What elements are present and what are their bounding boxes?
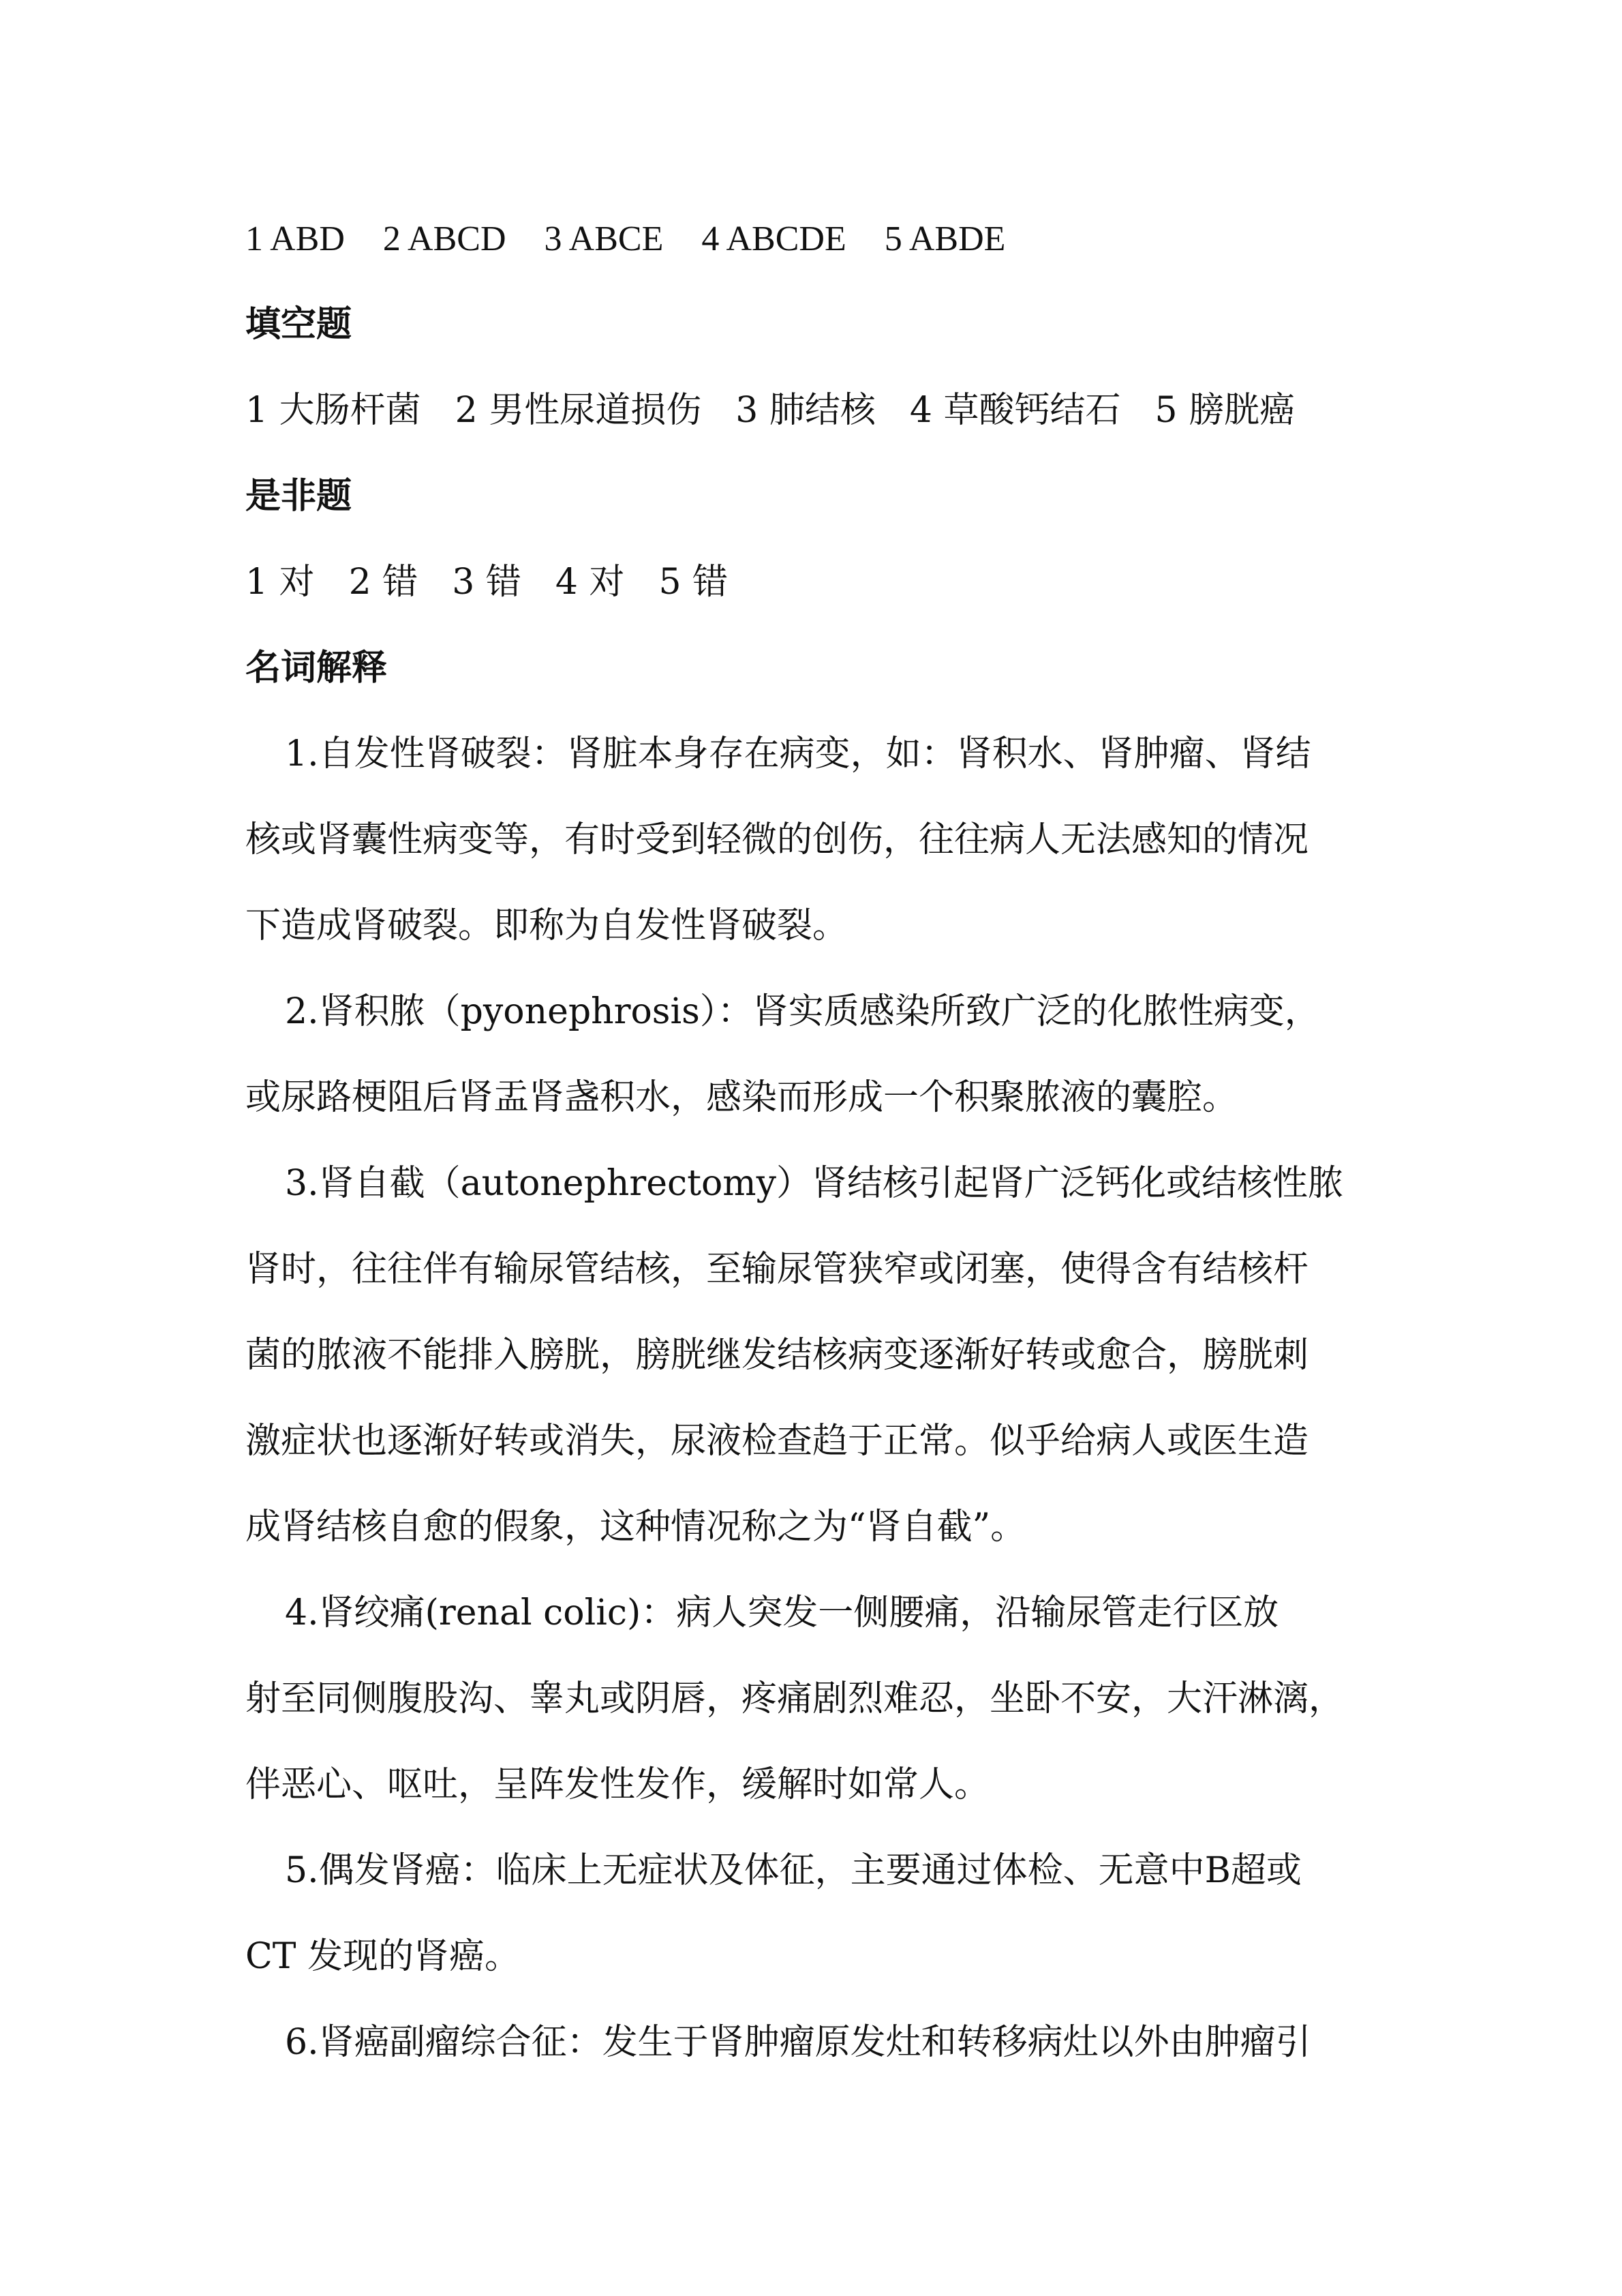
mc-answer-3: 3 ABCE	[544, 220, 664, 258]
mc-answer-4: 4 ABCDE	[701, 220, 846, 258]
term-1-line-1: 1.自发性肾破裂：肾脏本身存在病变，如：肾积水、肾肿瘤、肾结	[285, 734, 1311, 774]
terms-heading: 名词解释	[245, 647, 388, 689]
fill-answer-1: 1 大肠杆菌	[245, 390, 421, 431]
fill-in-answers	[245, 389, 1390, 432]
tf-answer-3: 3 错	[452, 562, 521, 603]
term-4-line-3: 伴恶心、呕吐，呈阵发性发作，缓解时如常人。	[245, 1764, 990, 1805]
tf-answer-5: 5 错	[658, 562, 729, 603]
term-5-line-2: CT 发现的肾癌。	[245, 1936, 521, 1977]
term-1-line-3: 下造成肾破裂。即称为自发性肾破裂。	[245, 905, 848, 946]
term-1-line-2: 核或肾囊性病变等，有时受到轻微的创伤，往往病人无法感知的情况	[245, 819, 1309, 860]
tf-answer-2: 2 错	[348, 562, 418, 603]
true-false-heading: 是非题	[245, 475, 352, 517]
term-3-line-4: 激症状也逐渐好转或消失，尿液检查趋于正常。似乎给病人或医生造	[245, 1421, 1309, 1462]
mc-answer-5: 5 ABDE	[884, 220, 1006, 258]
term-2-line-2: 或尿路梗阻后肾盂肾盏积水，感染而形成一个积聚脓液的囊腔。	[245, 1077, 1238, 1118]
term-4-line-2: 射至同侧腹股沟、睾丸或阴唇，疼痛剧烈难忍，坐卧不安，大汗淋漓，	[245, 1678, 1345, 1719]
tf-answer-4: 4 对	[555, 562, 625, 603]
term-6-line-1: 6.肾癌副瘤综合征：发生于肾肿瘤原发灶和转移病灶以外由肿瘤引	[285, 2022, 1311, 2063]
fill-answer-3: 3 肺结核	[735, 390, 876, 431]
mc-answer-2: 2 ABCD	[382, 220, 506, 258]
term-4-line-1: 4.肾绞痛(renal colic)：病人突发一侧腰痛，沿输尿管走行区放	[285, 1592, 1279, 1633]
fill-answer-2: 2 男性尿道损伤	[455, 390, 702, 431]
term-5-line-1: 5.偶发肾癌：临床上无症状及体征，主要通过体检、无意中B超或	[285, 1850, 1302, 1891]
term-3-line-1: 3.肾自截（autonephrectomy）肾结核引起肾广泛钙化或结核性脓	[285, 1163, 1343, 1204]
term-3-line-3: 菌的脓液不能排入膀胱，膀胱继发结核病变逐渐好转或愈合，膀胱刺	[245, 1335, 1309, 1376]
term-2-line-1: 2.肾积脓（pyonephrosis）：肾实质感染所致广泛的化脓性病变，	[285, 991, 1320, 1032]
fill-in-heading: 填空题	[245, 303, 352, 345]
multiple-choice-answers	[245, 217, 1390, 260]
term-3-line-5: 成肾结核自愈的假象，这种情况称之为“肾自截”。	[245, 1507, 1026, 1547]
true-false-answers	[245, 560, 1390, 604]
tf-answer-1: 1 对	[245, 562, 315, 603]
mc-answer-1: 1 ABD	[245, 220, 345, 258]
term-3-line-2: 肾时，往往伴有输尿管结核，至输尿管狭窄或闭塞，使得含有结核杆	[245, 1249, 1309, 1290]
fill-answer-5: 5 膀胱癌	[1154, 390, 1296, 431]
fill-answer-4: 4 草酸钙结石	[909, 390, 1121, 431]
